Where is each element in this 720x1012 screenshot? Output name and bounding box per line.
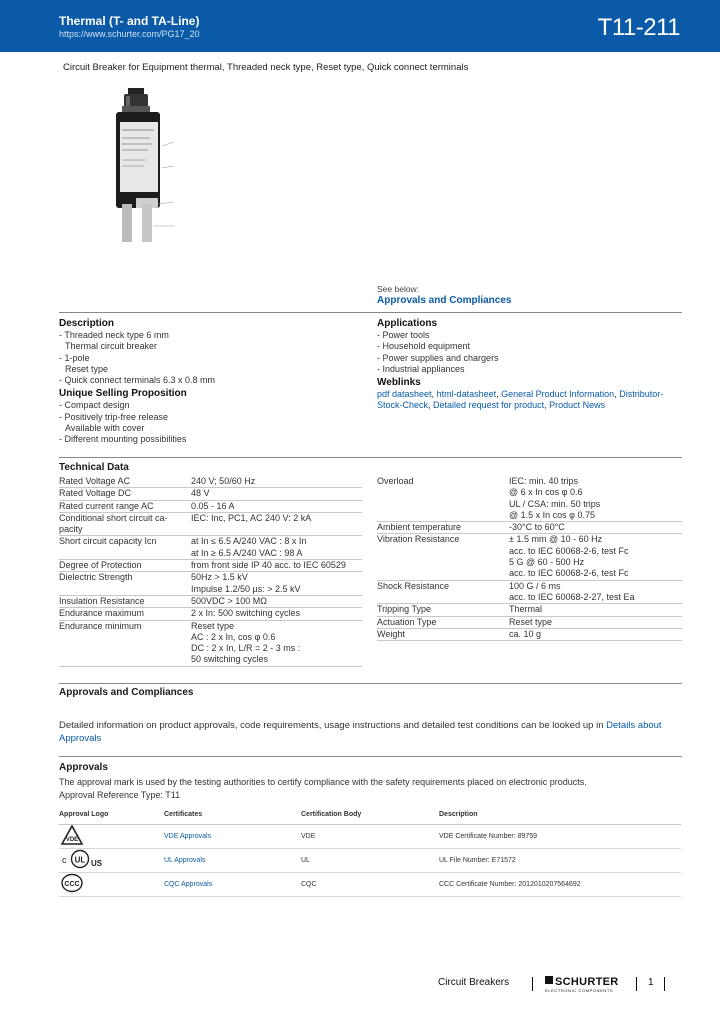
divider [59,457,682,458]
approvals-table [59,810,681,897]
spec-row [59,560,362,572]
application-item: - Industrial appliances [377,363,465,374]
spec-value [509,522,682,534]
weblink-news[interactable]: Product News [549,400,606,411]
spec-label: Vibration Resistance [377,534,509,580]
spec-label: Rated Voltage AC [59,476,191,488]
divider [59,312,682,313]
cqc-certificate-link[interactable]: CQC Approvals [164,872,301,896]
footer-brand-logo: SCHURTER ELECTRONIC COMPONENTS [545,976,619,993]
weblinks-heading: Weblinks [377,377,421,389]
spec-row [59,476,362,488]
spec-value [191,536,362,560]
usp-heading: Unique Selling Proposition [59,388,187,400]
description-column [59,318,359,445]
details-about-approvals-link[interactable]: Details about Approvals [59,720,662,744]
spec-value-line: Thermal [509,604,543,615]
vde-certificate-link[interactable]: VDE Approvals [164,824,301,848]
spec-label: Short circuit capacity Icn [59,536,191,560]
spec-row [377,534,682,580]
usp-item: - Different mounting possibilities [59,434,187,445]
spec-value [191,620,362,666]
spec-value [191,476,362,488]
footer-category: Circuit Breakers [438,977,510,988]
spec-label: Rated Voltage DC [59,488,191,500]
spec-value-line: at In ≤ 6.5 A/240 VAC : 8 x In [191,536,307,547]
page-number: 1 [648,977,654,988]
footer-separator [636,977,637,991]
ul-certificate-link[interactable]: UL Approvals [164,848,301,872]
footer-separator [664,977,665,991]
table-row [59,824,681,848]
svg-text:CCC: CCC [64,881,80,888]
approval-reference: Approval Reference Type: T11 [59,790,181,800]
spec-value-line: ca. 10 g [509,628,542,639]
spec-value-line: acc. to IEC 60068-2-27, test Ea [509,591,635,602]
spec-value-line: -30°C to 60°C [509,522,565,533]
approvals-intro: The approval mark is used by the testing authorities to certify compliance with the safety requirements placed on electronic products. [59,777,587,787]
spec-value-line: ± 1.5 mm @ 10 - 60 Hz [509,534,603,545]
certification-body: VDE [301,824,439,848]
spec-value-line: acc. to IEC 60068-2-6, test Fc [509,568,629,579]
spec-value [509,534,682,580]
spec-value-line: 100 G / 6 ms [509,580,561,591]
spec-label: Actuation Type [377,616,509,628]
column-header: Description [439,810,681,824]
spec-value-line: Impulse 1.2/50 µs: > 2.5 kV [191,583,301,594]
svg-text:US: US [91,859,103,868]
svg-text:VDE: VDE [65,837,79,843]
technical-data-heading: Technical Data [59,462,129,473]
footer-separator [532,977,533,991]
spec-value-line: acc. to IEC 60068-2-6, test Fc [509,545,629,556]
spec-label: Rated current range AC [59,500,191,512]
weblink-pdf-datasheet[interactable]: pdf datasheet [377,389,432,400]
spec-value [509,580,682,604]
spec-label: Endurance maximum [59,608,191,620]
application-item: - Household equipment [377,341,471,352]
weblink-general-info[interactable]: General Product Information [501,389,615,400]
usp-item: Available with cover [65,422,145,433]
spec-value [191,500,362,512]
ccc-logo [59,872,164,896]
product-subtitle: Circuit Breaker for Equipment thermal, Threaded neck type, Reset type, Quick connect terminals [63,62,469,73]
spec-row [377,476,682,522]
approvals-anchor-link[interactable]: Approvals and Compliances [377,295,512,306]
spec-value-line: @ 1.5 x In cos φ 0.75 [509,509,596,520]
approvals-heading: Approvals [59,762,108,773]
spec-row [377,616,682,628]
technical-table-left [59,476,362,667]
weblink-request[interactable]: Detailed request for product [433,400,545,411]
description-item: Reset type [65,363,109,374]
weblink-stock-check[interactable]: Distributor-Stock-Check [377,389,664,411]
spec-value-line: 50 switching cycles [191,654,269,665]
spec-row [377,628,682,640]
spec-value-line: IEC: min. 40 trips [509,476,579,486]
svg-text:c: c [62,855,67,865]
spec-label: Ambient temperature [377,522,509,534]
spec-row [377,522,682,534]
spec-value-line: DC : 2 x In, L/R = 2 - 3 ms : [191,643,301,654]
spec-value [191,595,362,607]
spec-value [509,604,682,616]
certificate-description: UL File Number: E71572 [439,848,681,872]
spec-value [509,476,682,522]
spec-value-line: 48 V [191,488,210,499]
weblinks-list: pdf datasheet, html-datasheet, General Product Information, Distributor-Stock-Check, Detailed request for product, Product News [377,389,664,411]
spec-value [191,608,362,620]
spec-row [59,608,362,620]
spec-label: Weight [377,628,509,640]
spec-row [59,500,362,512]
column-header: Certification Body [301,810,439,824]
spec-label: Tripping Type [377,604,509,616]
certificate-description: VDE Certificate Number: 89759 [439,824,681,848]
spec-label: Degree of Protection [59,560,191,572]
header-banner [0,0,720,52]
certification-body: CQC [301,872,439,896]
technical-table-right [377,476,682,641]
approvals-compliances-heading: Approvals and Compliances [59,687,194,698]
spec-value [191,512,362,536]
spec-label: Overload [377,476,509,522]
spec-value-line: 5 G @ 60 - 500 Hz [509,557,585,568]
spec-value-line: at In ≥ 6.5 A/240 VAC : 98 A [191,547,303,558]
spec-value-line: IEC: Inc, PC1, AC 240 V: 2 kA [191,512,312,523]
spec-value-line: @ 6 x In cos φ 0.6 [509,487,583,498]
spec-value-line: Reset type [191,620,235,631]
series-title: Thermal (T- and TA-Line) [59,14,200,28]
description-item: Thermal circuit breaker [65,341,158,352]
approvals-compliances-text: Detailed information on product approvals, code requirements, usage instructions and detailed test conditions can be looked up in Details about Approvals [59,720,662,744]
table-row [59,848,681,872]
product-code: T11-211 [597,14,680,41]
spec-row [377,580,682,604]
spec-value [191,488,362,500]
spec-label: Dielectric Strength [59,572,191,596]
spec-value-line: AC : 2 x In, cos φ 0.6 [191,631,276,642]
spec-row [377,604,682,616]
usp-item: - Positively trip-free release [59,411,169,422]
column-header: Approval Logo [59,810,164,824]
applications-column [377,318,682,412]
spec-value [509,628,682,640]
spec-value-line: Reset type [509,616,553,627]
weblink-html-datasheet[interactable]: html-datasheet [436,389,497,400]
spec-value-line: from front side IP 40 acc. to IEC 60529 [191,560,346,571]
spec-row [59,512,362,536]
description-item: - Threaded neck type 6 mm [59,330,169,341]
spec-value-line: 50Hz > 1.5 kV [191,572,248,583]
spec-value [509,616,682,628]
spec-value-line: UL / CSA: min. 50 trips [509,498,601,509]
description-item: - Quick connect terminals 6.3 x 0.8 mm [59,375,216,386]
spec-row [59,620,362,666]
application-item: - Power tools [377,330,430,341]
application-item: - Power supplies and chargers [377,352,499,363]
usp-item: - Compact design [59,400,130,411]
column-header: Certificates [164,810,301,824]
product-image [100,86,190,246]
svg-text:UL: UL [74,855,86,865]
series-url[interactable]: https://www.schurter.com/PG17_20 [59,29,200,39]
see-below-label: See below: [377,284,420,294]
spec-value [191,560,362,572]
description-heading: Description [59,318,115,329]
spec-label: Conditional short circuit ca-pacity [59,512,191,536]
spec-value [191,572,362,596]
spec-label: Insulation Resistance [59,595,191,607]
spec-row [59,572,362,596]
spec-value-line: 500VDC > 100 MΩ [191,595,268,606]
certificate-description: CCC Certificate Number: 2012010207564692 [439,872,681,896]
spec-value-line: 240 V; 50/60 Hz [191,476,256,486]
divider [59,756,682,757]
ul-logo [59,848,164,872]
vde-logo [59,824,164,848]
spec-row [59,488,362,500]
description-item: - 1-pole [59,352,90,363]
spec-label: Endurance minimum [59,620,191,666]
table-row [59,872,681,896]
spec-row [59,536,362,560]
spec-value-line: 0.05 - 16 A [191,500,235,511]
spec-value-line: 2 x In: 500 switching cycles [191,608,301,619]
spec-label: Shock Resistance [377,580,509,604]
divider [59,683,682,684]
certification-body: UL [301,848,439,872]
applications-heading: Applications [377,318,438,329]
spec-row [59,595,362,607]
schurter-mark-icon [545,976,553,984]
